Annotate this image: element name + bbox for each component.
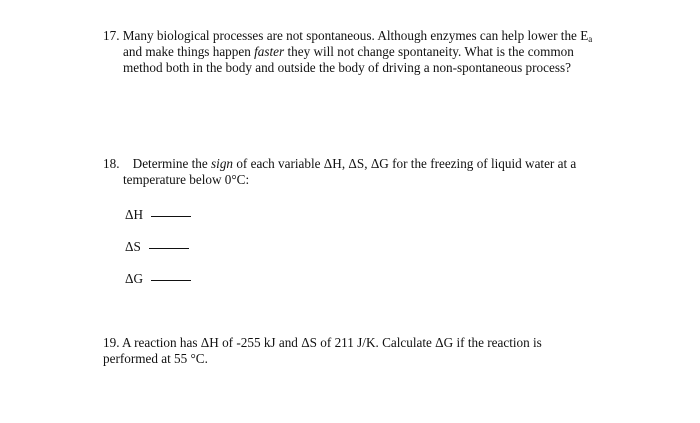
- q19-line-2: performed at 55 °C.: [103, 351, 208, 366]
- q17-line-2: [103, 44, 592, 60]
- blank-label: ΔH: [125, 207, 144, 222]
- q18-line-2: temperature below 0°C:: [123, 172, 250, 187]
- q17-ea-subscript: a: [588, 34, 593, 44]
- blank-delta-g: [125, 271, 191, 287]
- blank-delta-h: [125, 207, 191, 223]
- q17-line-1: [103, 28, 592, 44]
- q18-line-1: [103, 156, 576, 172]
- q17-line2-post: they will not change spontaneity. What is the common: [284, 44, 574, 59]
- q18-number: 18.: [103, 156, 120, 171]
- q17-line2-pre: and make things happen: [123, 44, 255, 59]
- q17-line2-emphasis: faster: [254, 44, 285, 59]
- q17-line1-text: Many biological processes are not spontaneous. Although enzymes can help lower the E: [122, 28, 589, 43]
- q18-line1-emphasis: sign: [211, 156, 234, 171]
- q18-line1-post: of each variable ΔH, ΔS, ΔG for the freezing of liquid water at a: [233, 156, 577, 171]
- answer-blank-line[interactable]: [151, 280, 191, 281]
- q17-line-3: method both in the body and outside the body of driving a non-spontaneous process?: [123, 60, 571, 75]
- blank-label: ΔG: [125, 271, 144, 286]
- answer-blank-line[interactable]: [151, 216, 191, 217]
- blank-label: ΔS: [125, 239, 141, 254]
- question-18: [103, 156, 576, 188]
- question-19: [103, 335, 542, 367]
- q17-number: 17.: [103, 28, 120, 43]
- q18-line1-pre: Determine the: [132, 156, 212, 171]
- blank-delta-s: [125, 239, 189, 255]
- question-17: [103, 28, 592, 76]
- q19-line-1: 19. A reaction has ΔH of -255 kJ and ΔS of 211 J/K. Calculate ΔG if the reaction is: [103, 335, 542, 350]
- answer-blank-line[interactable]: [149, 248, 189, 249]
